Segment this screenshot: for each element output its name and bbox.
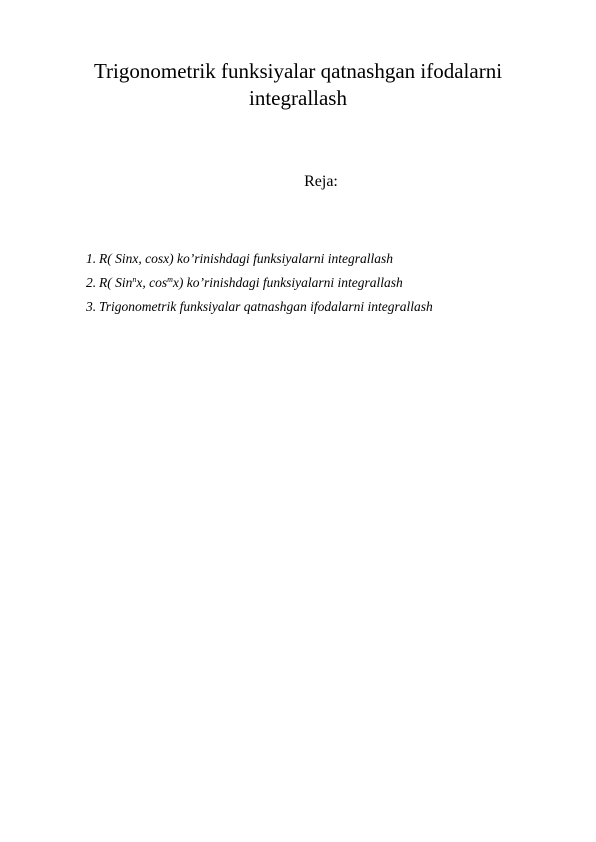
plan-item-text: R( Sinx, cosx) ko’rinishdagi funksiyalarni integrallash [99,251,393,266]
plan-item-3 [86,298,566,322]
document-title [60,58,536,112]
plan-item-text [99,274,403,292]
plan-item-text: Trigonometrik funksiyalar qatnashgan ifodalarni integrallash [99,299,433,314]
superscript-n: n [132,275,137,284]
superscript-m: m [167,275,173,284]
plan-item-number: 1. [86,251,97,266]
plan-item-text-middle: x, cos [136,275,168,290]
title-line-1: Trigonometrik funksiyalar qatnashgan ifodalarni [93,59,503,83]
plan-item-2 [86,274,566,298]
title-line-2: integrallash [249,86,347,110]
plan-item-text-suffix: x) ko’rinishdagi funksiyalarni integrallash [172,275,403,290]
plan-item-number: 3. [86,299,97,314]
plan-item-1 [86,250,566,274]
plan-item-text-prefix: R( Sin [99,275,133,290]
plan-list [86,250,566,322]
plan-item-number: 2. [86,275,97,290]
plan-heading: Reja: [304,173,338,190]
